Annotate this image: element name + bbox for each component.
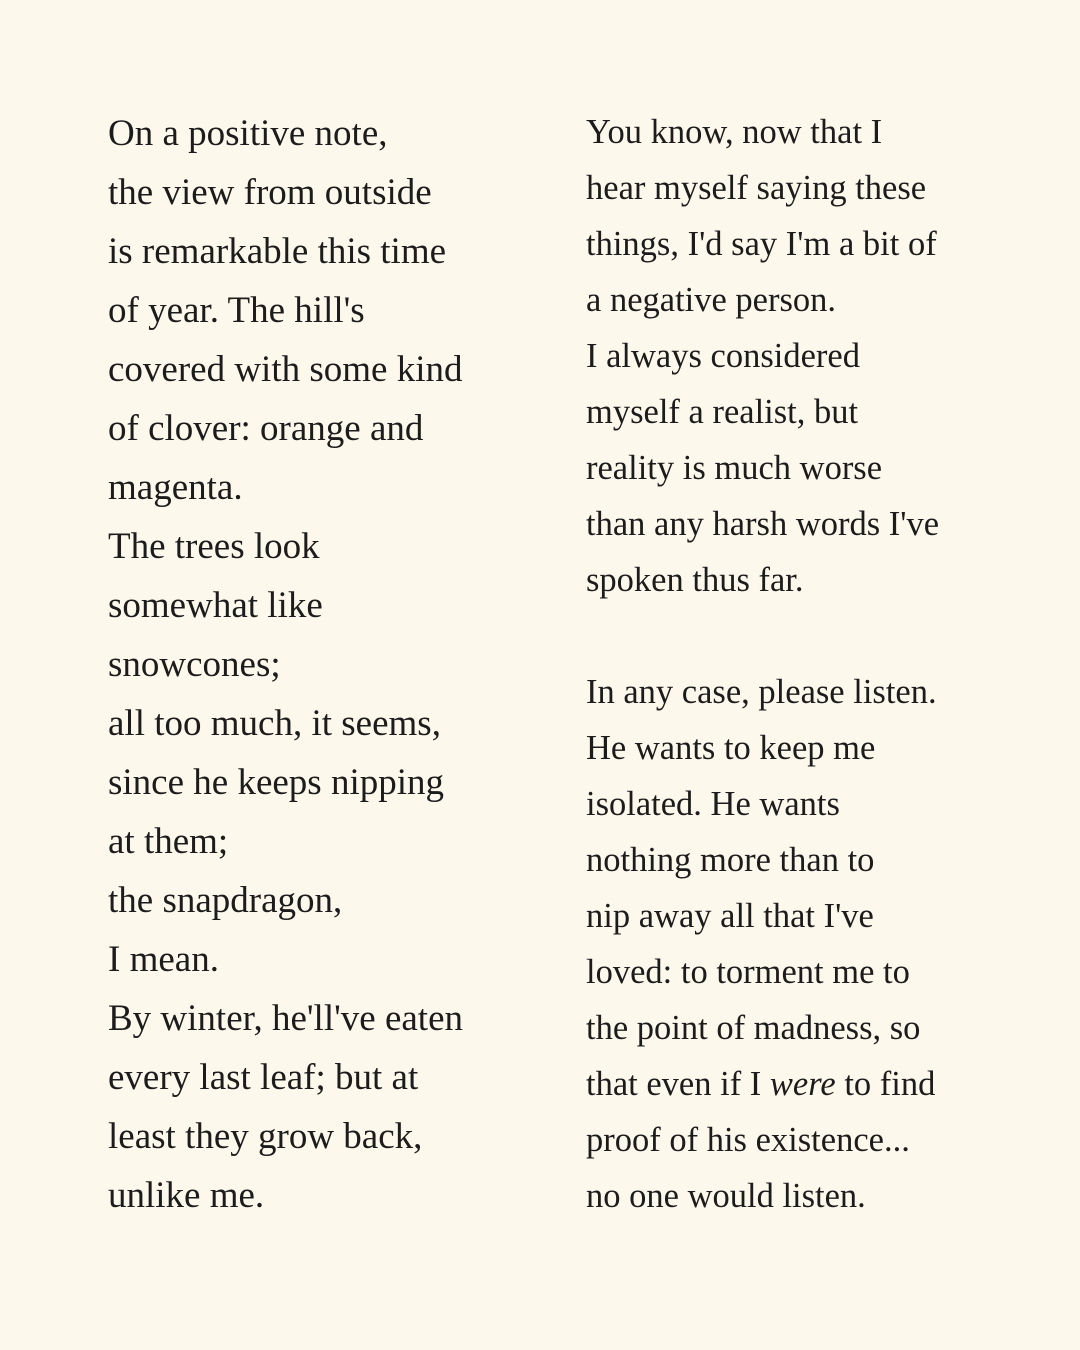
- poem-line: proof of his existence...: [586, 1121, 910, 1159]
- poem-line: covered with some kind: [108, 349, 463, 390]
- poem-line: I mean.: [108, 939, 219, 980]
- poem-line: since he keeps nipping: [108, 762, 444, 803]
- poem-line: things, I'd say I'm a bit of: [586, 225, 937, 263]
- emphasized-word: were: [769, 1065, 836, 1103]
- poem-line: He wants to keep me: [586, 729, 876, 767]
- poem-line: By winter, he'll've eaten: [108, 998, 464, 1039]
- poem-line: the snapdragon,: [108, 880, 343, 921]
- poem-line: nothing more than to: [586, 841, 875, 879]
- poem-line: somewhat like: [108, 585, 323, 626]
- poem-line-with-emphasis: [586, 1056, 1026, 1112]
- poem-line: than any harsh words I've: [586, 505, 940, 543]
- line-text-after: to find: [835, 1065, 936, 1103]
- poem-line: hear myself saying these: [586, 169, 927, 207]
- stanza-break: [586, 608, 1026, 664]
- poem-line: unlike me.: [108, 1175, 265, 1216]
- poem-line: nip away all that I've: [586, 897, 874, 935]
- poem-line: snowcones;: [108, 644, 281, 685]
- line-text-before: that even if I: [586, 1065, 770, 1103]
- poem-line: every last leaf; but at: [108, 1057, 419, 1098]
- left-column: [108, 104, 528, 1225]
- poem-line: myself a realist, but: [586, 393, 859, 431]
- poem-line: of year. The hill's: [108, 290, 365, 331]
- poem-line: In any case, please listen.: [586, 673, 937, 711]
- poem-line: the point of madness, so: [586, 1009, 921, 1047]
- poem-line: On a positive note,: [108, 113, 388, 154]
- poem-line: I always considered: [586, 337, 860, 375]
- poem-line: all too much, it seems,: [108, 703, 441, 744]
- poem-line: a negative person.: [586, 281, 837, 319]
- poem-line: is remarkable this time: [108, 231, 447, 272]
- poem-line: of clover: orange and: [108, 408, 424, 449]
- poem-line: spoken thus far.: [586, 561, 804, 599]
- poem-line: isolated. He wants: [586, 785, 840, 823]
- poem-line: the view from outside: [108, 172, 432, 213]
- poem-line: at them;: [108, 821, 229, 862]
- right-column: [586, 104, 1026, 1224]
- poem-line: magenta.: [108, 467, 243, 508]
- poem-line: loved: to torment me to: [586, 953, 910, 991]
- poem-line: The trees look: [108, 526, 320, 567]
- poem-line: least they grow back,: [108, 1116, 423, 1157]
- poem-line: You know, now that I: [586, 113, 883, 151]
- poem-line: reality is much worse: [586, 449, 883, 487]
- poem-line: no one would listen.: [586, 1177, 866, 1215]
